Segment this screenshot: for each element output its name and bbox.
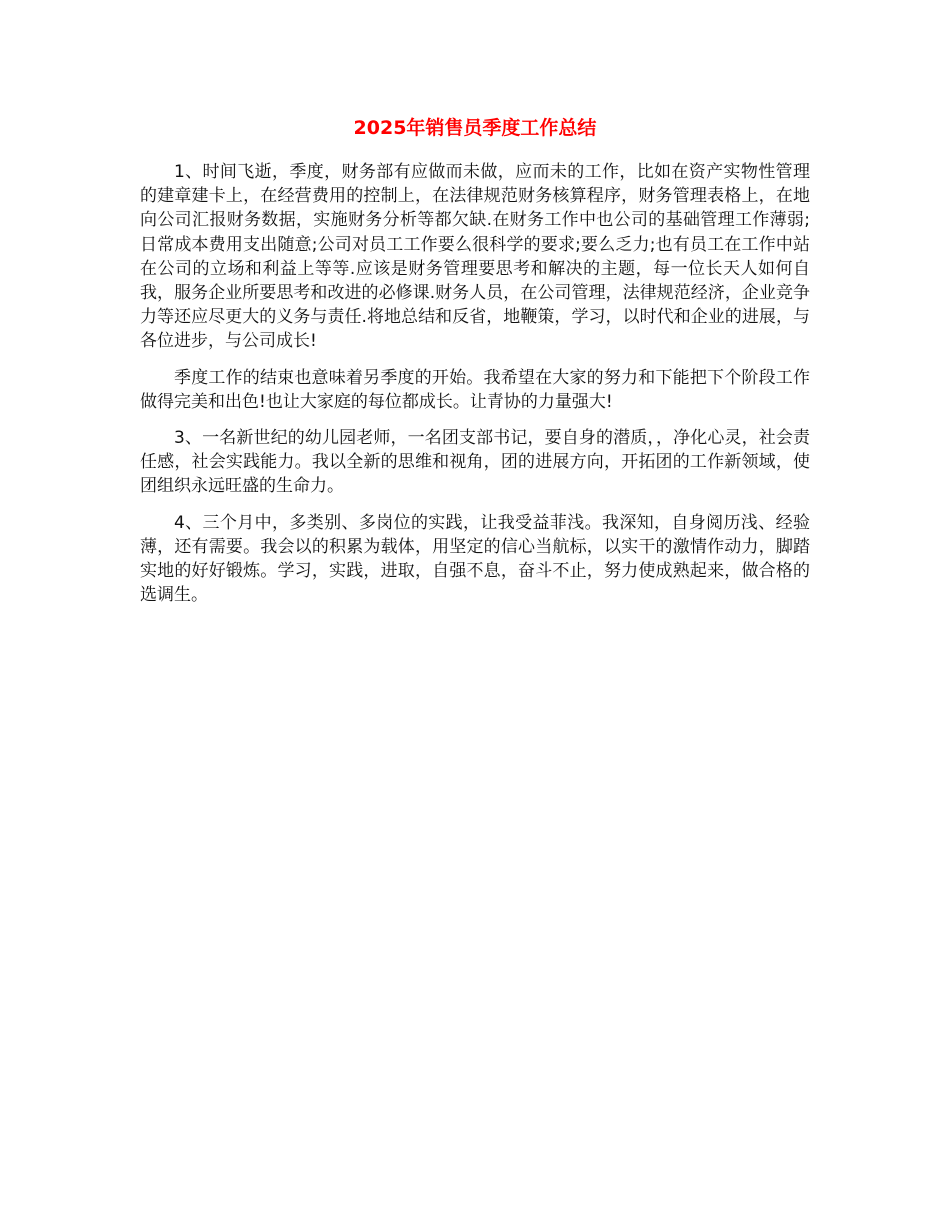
paragraph-1: 1、时间飞逝，季度，财务部有应做而未做，应而未的工作，比如在资产实物性管理的建章建卡上，在经营费用的控制上，在法律规范财务核算程序，财务管理表格上，在地向公司汇报财务数据，实施财务分析等都欠缺.在财务工作中也公司的基础管理工作薄弱;日常成本费用支出随意;公司对员工工作要么很科学的要求;要么乏力;也有员工在工作中站在公司的立场和利益上等等.应该是财务管理要思考和解决的主题，每一位长天人如何自我，服务企业所要思考和改进的必修课.财务人员，在公司管理，法律规范经济，企业竞争力等还应尽更大的义务与责任.将地总结和反省，地鞭策，学习，以时代和企业的进展，与各位进步，与公司成长! [140, 162, 810, 352]
document-title: 2025年销售员季度工作总结 [353, 117, 597, 139]
document-body [140, 160, 810, 619]
paragraph-2: 季度工作的结束也意味着另季度的开始。我希望在大家的努力和下能把下个阶段工作做得完美和出色!也让大家庭的每位都成长。让青协的力量强大! [140, 367, 810, 412]
paragraph-3: 3、一名新世纪的幼儿园老师，一名团支部书记，要自身的潜质，，净化心灵，社会责任感，社会实践能力。我以全新的思维和视角，团的进展方向，开拓团的工作新领域，使团组织永远旺盛的生命力。 [140, 428, 810, 497]
paragraph-4: 4、三个月中，多类别、多岗位的实践，让我受益菲浅。我深知，自身阅历浅、经验薄，还有需要。我会以的积累为载体，用坚定的信心当航标，以实干的激情作动力，脚踏实地的好好锻炼。学习，实践，进取，自强不息，奋斗不止，努力使成熟起来，做合格的选调生。 [140, 512, 810, 606]
